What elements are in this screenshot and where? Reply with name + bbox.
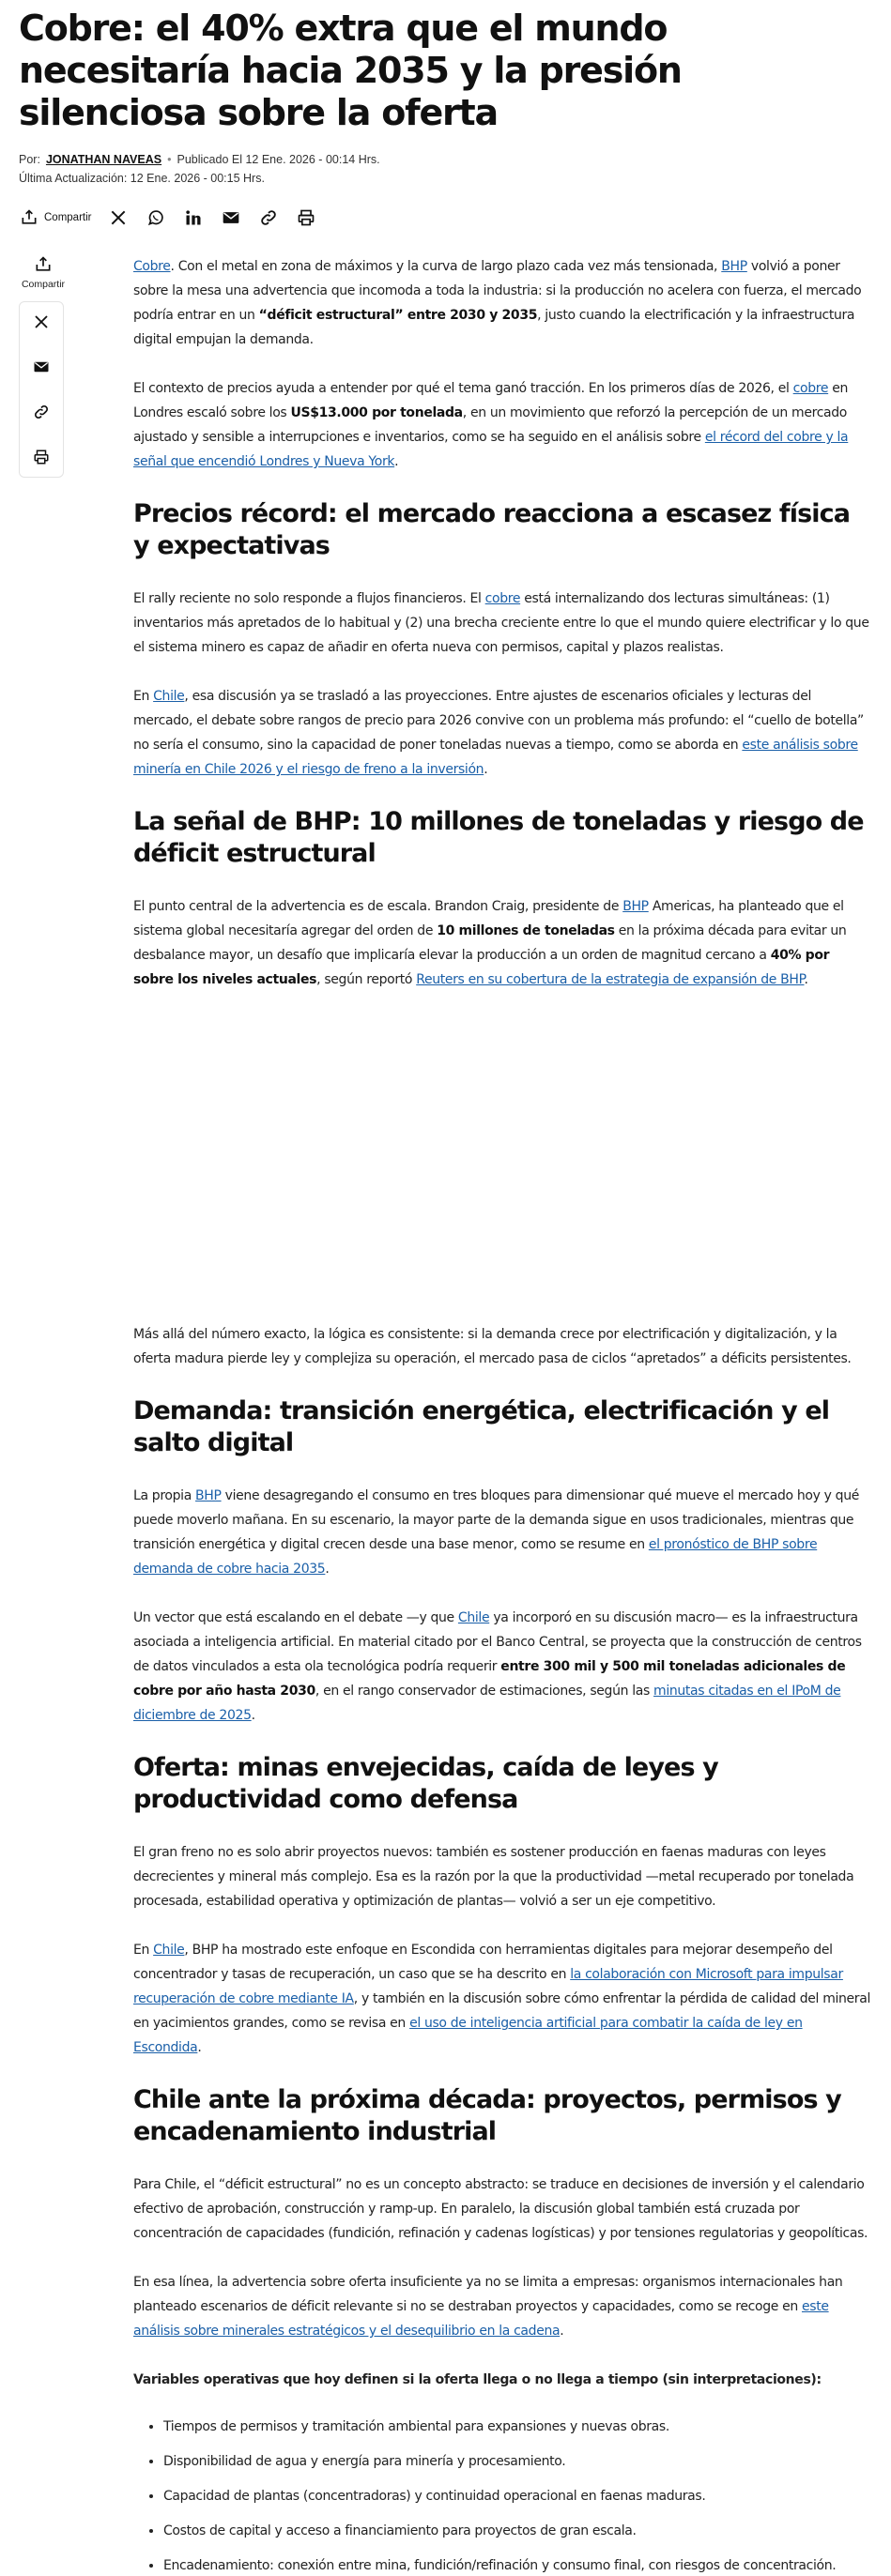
text: en la próxima década para evitar un desbalance mayor, un desafío que implicaría elevar la producción a un orden de magnitud cercano a [133,923,847,963]
text: . [804,972,808,987]
print-icon [297,208,315,227]
heading-demanda: Demanda: transición energética, electrificación y el salto digital [133,1396,830,1457]
bold-text: entre 300 mil y 500 mil toneladas adicionales de cobre por año hasta 2030 [133,1659,846,1699]
linkedin-icon [184,208,203,227]
list-item: • Tiempos de permisos y tramitación ambiental para expansiones y nuevas obras. [163,2416,872,2437]
text: , esa discusión ya se trasladó a las proyecciones. Entre ajustes de escenarios oficiales y lecturas del mercado, el debate sobre rangos de precio para 2026 convive con un problema más profundo: el “cuello de botella” no sería el consumo, sino la capacidad de poner toneladas nuevas a tiempo, como se aborda en [133,689,864,753]
text: en Londres escaló sobre los [133,381,849,420]
text: viene desagregando el consumo en tres bloques para dimensionar qué mueve el mercado hoy y qué puede moverlo mañana. En su escenario, la mayor parte de la demanda sigue en usos tradicionales, mientras que transición energética y digital crecen desde una base menor, como se resume en [133,1488,859,1552]
link-icon [33,404,50,420]
link-record-cobre[interactable]: el récord del cobre y la señal que encendió Londres y Nueva York [133,430,849,469]
author-link[interactable]: JONATHAN NAVEAS [45,153,162,166]
bold-text: 10 millones de toneladas [437,923,615,938]
paragraph-chile-proyecciones [133,684,872,782]
email-icon [222,208,240,227]
link-chile[interactable]: Chile [457,1610,490,1625]
link-mineria-chile-2026[interactable]: este análisis sobre minería en Chile 2026 y el riesgo de freno a la inversión [133,738,858,777]
text: . [251,1708,255,1723]
share-bar [19,207,872,228]
share-icon [19,207,39,228]
text: . [560,2324,564,2339]
text: , según reportó [316,972,417,987]
link-icon [259,208,278,227]
sidebar-share-box [19,301,64,478]
share-label: Compartir [44,212,92,223]
text: está internalizando dos lecturas simultáneas: (1) inventarios más apretados de lo habitual y (2) una brecha creciente entre lo que el mundo quiere electrificar y lo que el sistema minero es capaz de añadir en oferta nueva con permisos, capital y plazos realistas. [133,591,869,655]
paragraph-bhp-consumo [133,1484,872,1581]
email-share-button[interactable] [221,207,241,228]
email-icon [33,358,50,375]
text: El contexto de precios ayuda a entender por qué el tema ganó tracción. En los primeros días de 2026, el [133,381,793,396]
link-cobre[interactable]: cobre [792,381,829,396]
paragraph-intro [133,254,872,352]
byline-separator: • [167,153,172,166]
text: , en el rango conservador de estimaciones, según las [315,1684,654,1699]
x-share-button[interactable] [108,207,129,228]
link-ipom[interactable]: minutas citadas en el IPoM de diciembre de 2025 [133,1684,841,1723]
text: En [133,1943,154,1958]
link-bhp[interactable]: BHP [195,1488,222,1503]
link-minerales-estrategicos[interactable]: este análisis sobre minerales estratégicos y el desequilibrio en la cadena [133,2299,829,2339]
article-body-wrap [19,254,872,2576]
heading-oferta: Oferta: minas envejecidas, caída de leyes y productividad como defensa [133,1753,718,1814]
text: En esa línea, la advertencia sobre oferta insuficiente ya no se limita a empresas: organismos internacionales han planteado escenarios de déficit relevante si no se destraban proyectos y capacidades, como se recoge en [133,2275,843,2314]
updated-date: Última Actualización: 12 Ene. 2026 - 00:15 Hrs. [19,172,265,185]
share-icon [33,254,54,275]
text: Un vector que está escalando en el debate —y que [133,1610,458,1625]
text: , en un movimiento que reforzó la percepción de un mercado ajustado y sensible a interrupciones e inventarios, como se ha seguido en el análisis sobre [133,405,848,445]
heading-precios: Precios récord: el mercado reacciona a escasez física y expectativas [133,499,851,560]
link-caida-ley[interactable]: el uso de inteligencia artificial para combatir la caída de ley en Escondida [133,2016,803,2055]
byline-por-label: Por: [19,153,40,166]
print-button[interactable] [296,207,316,228]
link-microsoft-ia[interactable]: la colaboración con Microsoft para impulsar recuperación de cobre mediante IA [133,1967,843,2006]
link-pronostico-bhp[interactable]: el pronóstico de BHP sobre demanda de cobre hacia 2035 [133,1537,818,1577]
list-item: • Costos de capital y acceso a financiamiento para proyectos de gran escala. [163,2521,872,2541]
link-reuters[interactable]: Reuters en su cobertura de la estrategia de expansión de BHP [416,972,805,987]
variables-heading: Variables operativas que hoy definen si la oferta llega o no llega a tiempo (sin interpretaciones): [133,2372,822,2387]
bold-text: 40% por sobre los niveles actuales [133,948,830,987]
heading-chile: Chile ante la próxima década: proyectos, permisos y encadenamiento industrial [133,2085,841,2146]
link-chile[interactable]: Chile [153,689,185,704]
paragraph-freno: El gran freno no es solo abrir proyectos nuevos: también es sostener producción en faenas maduras con leyes decrecientes y mineral más complejo. Esa es la razón por la que la productividad —metal recuperado por tonelada procesada, estabilidad operativa y optimización de plantas— volvió a ser un eje competitivo. [133,1845,854,1909]
list-item: • Disponibilidad de agua y energía para minería y procesamiento. [163,2451,872,2472]
text: . [197,2040,202,2055]
copy-link-button[interactable] [258,207,279,228]
text: , justo cuando la electrificación y la infraestructura digital empujan la demanda. [133,308,855,347]
link-cobre[interactable]: Cobre [133,259,171,274]
paragraph-context [133,376,872,474]
x-icon [109,208,128,227]
heading-bhp: La señal de BHP: 10 millones de toneladas y riesgo de déficit estructural [133,807,864,868]
text: , y también en la discusión sobre cómo enfrentar la pérdida de calidad del mineral en yacimientos grandes, como se revisa en [133,1991,870,2031]
text: La propia [133,1488,196,1503]
paragraph-ia [133,1606,872,1728]
text: El rally reciente no solo responde a flujos financieros. El [133,591,485,606]
text: . [394,454,399,469]
sticky-share-sidebar [19,254,68,478]
article-content [133,254,872,2576]
text: . [325,1562,330,1577]
whatsapp-share-button[interactable] [146,207,166,228]
sidebar-x-button[interactable] [31,312,52,332]
text: volvió a poner sobre la mesa una advertencia que incomoda a toda la industria: si la producción no acelera con fuerza, el mercado podría entrar en un [133,259,862,323]
whatsapp-icon [146,208,165,227]
text: En [133,689,154,704]
variables-list [133,2416,872,2576]
sidebar-share-label: Compartir [21,279,66,290]
article-title: Cobre: el 40% extra que el mundo necesitaría hacia 2035 y la presión silenciosa sobre la oferta [19,8,682,133]
linkedin-share-button[interactable] [183,207,204,228]
print-icon [33,449,50,465]
paragraph-rally [133,587,872,660]
text: El punto central de la advertencia es de escala. Brandon Craig, presidente de [133,899,623,914]
text: . Con el metal en zona de máximos y la curva de largo plazo cada vez más tensionada, [170,259,722,274]
paragraph-escondida [133,1938,872,2060]
share-button[interactable] [19,207,91,228]
ad-placeholder [133,1016,872,1322]
link-bhp[interactable]: BHP [721,259,747,274]
paragraph-escala [133,894,872,992]
link-bhp[interactable]: BHP [622,899,649,914]
text: . [484,762,488,777]
paragraph-organismos [133,2270,872,2343]
paragraph-deficit-chile: Para Chile, el “déficit estructural” no es un concepto abstracto: se traduce en decisiones de inversión y el calendario efectivo de aprobación, construcción y ramp-up. En paralelo, la discusión global también está cruzada por concentración de capacidades (fundición, refinación y cadenas logísticas) y por tensiones regulatorias y geopolíticas. [133,2177,868,2241]
bold-text: US$13.000 por tonelada [290,405,463,420]
sidebar-email-button[interactable] [31,357,52,377]
byline [19,153,872,166]
article-page [0,8,891,2573]
published-date: Publicado El 12 Ene. 2026 - 00:14 Hrs. [177,153,380,166]
text: ya incorporó en su discusión macro— es la infraestructura asociada a inteligencia artificial. En material citado por el Banco Central, se proyecta que la construcción de centros de datos vinculados a esta ola tecnológica podría requerir [133,1610,862,1674]
sidebar-share-button[interactable] [19,254,68,290]
list-item: • Encadenamiento: conexión entre mina, fundición/refinación y consumo final, con riesgos de concentración. [163,2555,872,2576]
link-cobre[interactable]: cobre [484,591,521,606]
sidebar-link-button[interactable] [31,402,52,422]
text: Americas, ha planteado que el sistema global necesitaría agregar del orden de [133,899,844,938]
text: , BHP ha mostrado este enfoque en Escondida con herramientas digitales para mejorar desempeño del concentrador y tasas de recuperación, un caso que se ha descrito en [133,1943,833,1982]
paragraph-logica: Más allá del número exacto, la lógica es consistente: si la demanda crece por electrificación y digitalización, y la oferta madura pierde ley y complejiza su operación, el mercado pasa de ciclos “apretados” a déficits persistentes. [133,1327,852,1366]
x-icon [33,313,50,330]
bold-text: “déficit estructural” entre 2030 y 2035 [258,308,538,323]
list-item: • Capacidad de plantas (concentradoras) y continuidad operacional en faenas maduras. [163,2486,872,2507]
link-chile[interactable]: Chile [153,1943,185,1958]
sidebar-print-button[interactable] [31,447,52,467]
